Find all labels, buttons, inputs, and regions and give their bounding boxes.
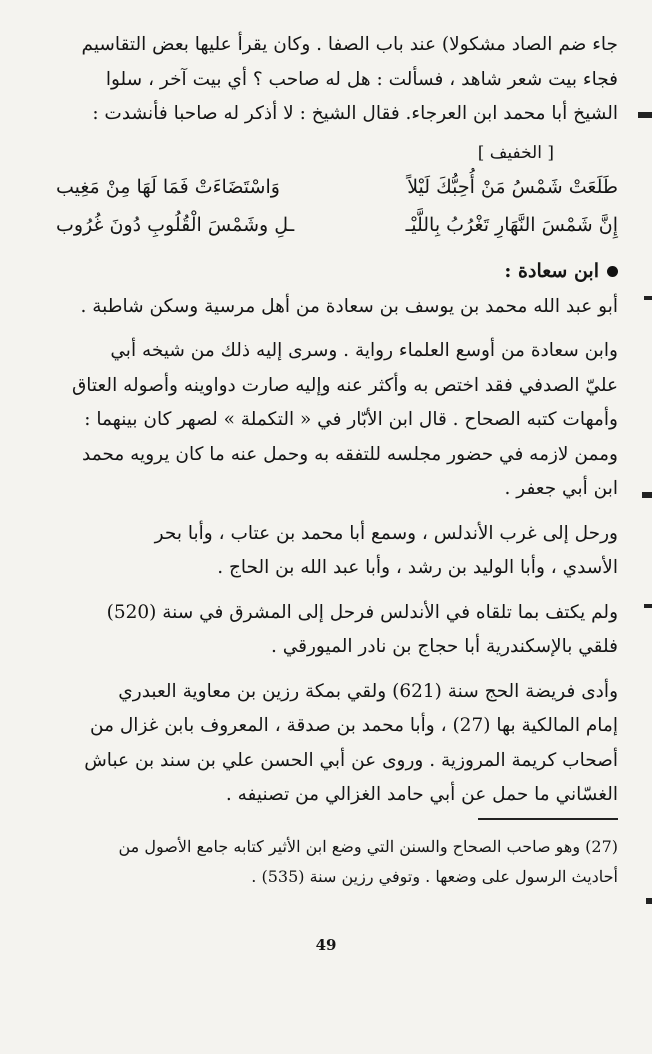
verse-first-hemistich: إِنَّ شَمْسَ النَّهَارِ تَغْرُبُ بِاللَّيْـ [405, 213, 618, 236]
paragraph-line: وأدى فريضة الحج سنة (621) ولقي بمكة رزين بن معاوية العبدري [118, 680, 618, 702]
paragraph-line: أبو عبد الله محمد بن يوسف بن سعادة من أهل مرسية وسكن شاطبة . [80, 295, 618, 317]
footnote [56, 832, 618, 892]
intro-line: فجاء بيت شعر شاهد ، فسألت : هل له صاحب ؟ أي بيت آخر ، سلوا [105, 68, 618, 90]
paragraph-line: فلقي بالإسكندرية أبا حجاج بن نادر الميورقي . [270, 636, 618, 657]
section-heading [56, 252, 618, 290]
paragraph-line: الغسّاني ما حمل عن أبي حامد الغزالي من تصنيفه . [225, 784, 618, 805]
intro-line: الشيخ أبا محمد ابن العرجاء. فقال الشيخ : لا أذكر له صاحبا فأنشدت : [92, 103, 618, 124]
verse-first-hemistich: طَلَعَتْ شَمْسُ مَنْ أُحِبُّكَ لَيْلاً [407, 175, 618, 198]
paragraph-line: ابن أبي جعفر . [504, 478, 618, 499]
intro-line: جاء ضم الصاد مشكولا) عند باب الصفا . وكان يقرأ عليها بعض التقاسيم [81, 34, 618, 55]
paragraph-line: وأمهات كتبه الصحاح . قال ابن الأبّار في « التكملة » لصهر كان بينهما : [84, 409, 618, 430]
paragraph [56, 596, 618, 665]
verse [56, 206, 618, 244]
scan-margin-mark [646, 898, 652, 904]
footnote-separator [478, 818, 618, 820]
paragraph-line: عليّ الصدفي فقد اختص به وأكثر عنه وإليه صارت دواوينه وأصوله العتاق [71, 374, 618, 396]
section-heading-text: ابن سعادة : [504, 259, 599, 282]
verse-second-hemistich: وَاسْتَضَاءَتْ فَمَا لَهَا مِنْ مَغِيب [56, 175, 280, 198]
page-body [56, 28, 618, 813]
poem-meter: [ الخفيف ] [477, 142, 554, 163]
bullet-icon [607, 266, 618, 277]
paragraph-line: ولم يكتف بما تلقاه في الأندلس فرحل إلى المشرق في سنة (520) [106, 601, 618, 623]
paragraph-line: الأسدي ، وأبا الوليد بن رشد ، وأبا عبد الله بن الحاج . [217, 557, 618, 578]
scan-margin-mark [638, 112, 652, 118]
verse [56, 168, 618, 206]
scan-margin-mark [642, 492, 652, 498]
paragraph-line: إمام المالكية بها (27) ، وأبا محمد بن صدقة ، المعروف بابن غزال من [89, 715, 618, 736]
paragraph-line: أصحاب كريمة المروزية . وروى عن أبي الحسن علي بن سند بن عباش [84, 749, 618, 771]
verse-second-hemistich: ـلِ وشَمْسَ الْقُلُوبِ دُونَ غُرُوب [56, 213, 295, 236]
paragraph-line: وابن سعادة من أوسع العلماء رواية . وسرى إليه ذلك من شيخه أبي [110, 340, 618, 361]
scan-margin-mark [644, 296, 652, 300]
paragraph-line: ورحل إلى غرب الأندلس ، وسمع أبا محمد بن عتاب ، وأبا بحر [154, 522, 618, 544]
paragraph [56, 517, 618, 586]
paragraph [56, 334, 618, 507]
footnote-line: (27) وهو صاحب الصحاح والسنن التي وضع ابن الأثير كتابه جامع الأصول من [118, 837, 618, 856]
footnote-line: أحاديث الرسول على وضعها . وتوفي رزين سنة (535) . [251, 867, 618, 886]
scan-margin-mark [644, 604, 652, 608]
paragraph-line: وممن لازمه في حضور مجلسه للتفقه به وحمل عنه ما كان يرويه محمد [82, 443, 618, 465]
paragraph [56, 675, 618, 813]
page-number: 49 [315, 936, 337, 954]
